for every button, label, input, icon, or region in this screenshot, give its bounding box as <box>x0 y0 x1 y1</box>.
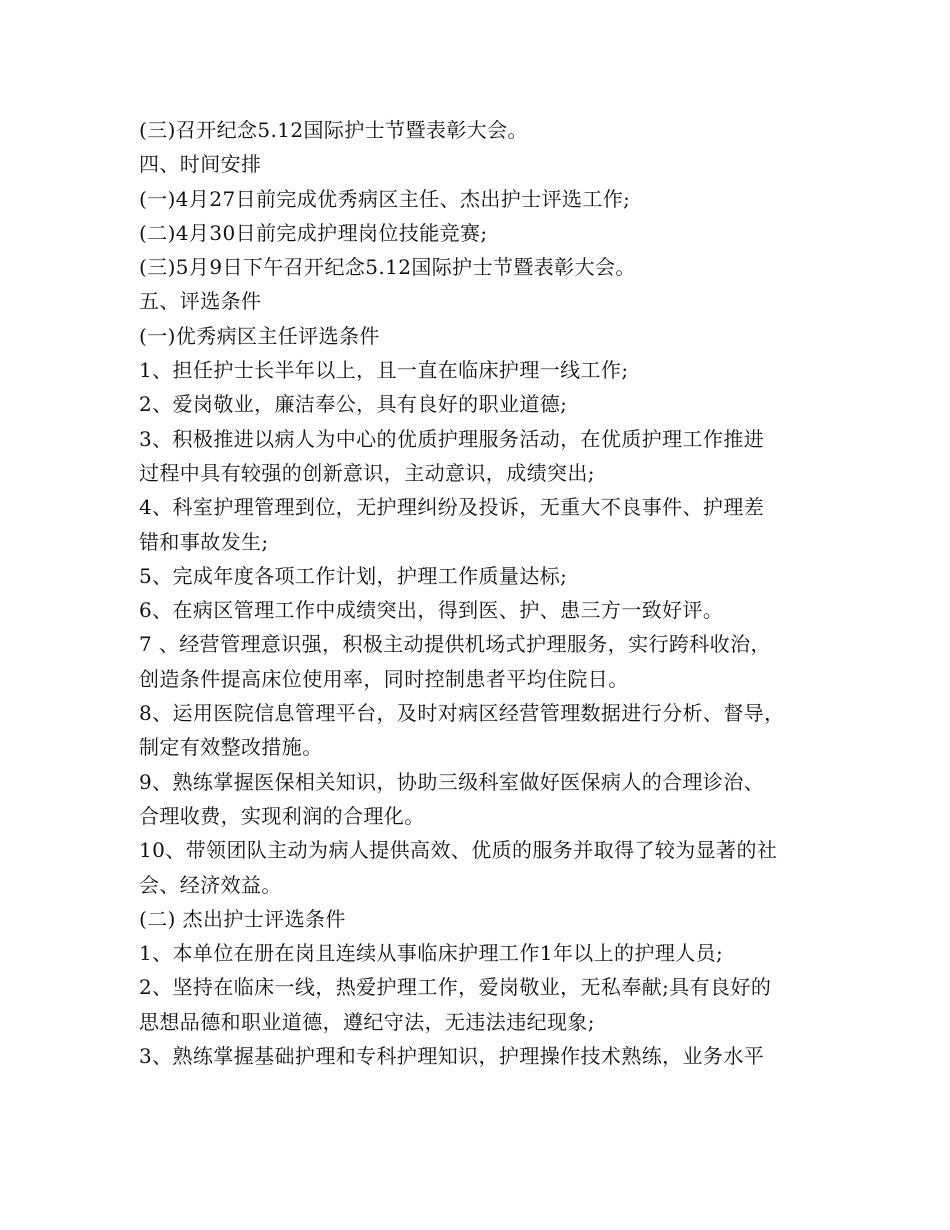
text-line: 3、积极推进以病人为中心的优质护理服务活动，在优质护理工作推进 <box>139 426 765 451</box>
text-line: 2、爱岗敬业，廉洁奉公，具有良好的职业道德; <box>139 392 568 417</box>
text-line: 创造条件提高床位使用率，同时控制患者平均住院日。 <box>139 666 629 691</box>
text-line: 制定有效整改措施。 <box>139 735 323 760</box>
section-heading: 四、时间安排 <box>139 152 262 177</box>
text-line: 错和事故发生; <box>139 529 269 554</box>
text-line: 5、完成年度各项工作计划，护理工作质量达标; <box>139 563 568 588</box>
document-body <box>139 113 829 1073</box>
text-line: 合理收费，实现利润的合理化。 <box>139 803 425 828</box>
section-heading: 五、评选条件 <box>139 289 262 314</box>
text-line: 思想品德和职业道德，遵纪守法，无违法违纪现象; <box>139 1009 595 1034</box>
text-line: 10、带领团队主动为病人提供高效、优质的服务并取得了较为显著的社 <box>139 838 778 863</box>
text-line: 过程中具有较强的创新意识，主动意识，成绩突出; <box>139 460 595 485</box>
text-line: (二)4月30日前完成护理岗位技能竞赛; <box>139 220 488 245</box>
text-line: 会、经济效益。 <box>139 872 282 897</box>
subsection-heading: (二) 杰出护士评选条件 <box>139 906 346 931</box>
subsection-heading: (一)优秀病区主任评选条件 <box>139 323 380 348</box>
text-line: 4、科室护理管理到位，无护理纠纷及投诉，无重大不良事件、护理差 <box>139 495 765 520</box>
text-line: 6、在病区管理工作中成绩突出，得到医、护、患三方一致好评。 <box>139 598 724 623</box>
text-line: 1、担任护士长半年以上，且一直在临床护理一线工作; <box>139 358 629 383</box>
text-line: 1、本单位在册在岗且连续从事临床护理工作1年以上的护理人员; <box>139 941 724 966</box>
text-line: (一)4月27日前完成优秀病区主任、杰出护士评选工作; <box>139 186 631 211</box>
text-line: (三)召开纪念5.12国际护士节暨表彰大会。 <box>139 118 528 142</box>
text-line: 3、熟练掌握基础护理和专科护理知识，护理操作技术熟练，业务水平 <box>139 1044 765 1069</box>
text-line: 7 、经营管理意识强，积极主动提供机场式护理服务，实行跨科收治， <box>139 632 771 657</box>
text-line: 8、运用医院信息管理平台，及时对病区经营管理数据进行分析、督导， <box>139 701 785 726</box>
text-line: (三)5月9日下午召开纪念5.12国际护士节暨表彰大会。 <box>139 255 636 280</box>
text-line: 2、坚持在临床一线，热爱护理工作，爱岗敬业，无私奉献;具有良好的 <box>139 975 772 1000</box>
text-line: 9、熟练掌握医保相关知识，协助三级科室做好医保病人的合理诊治、 <box>139 769 765 794</box>
